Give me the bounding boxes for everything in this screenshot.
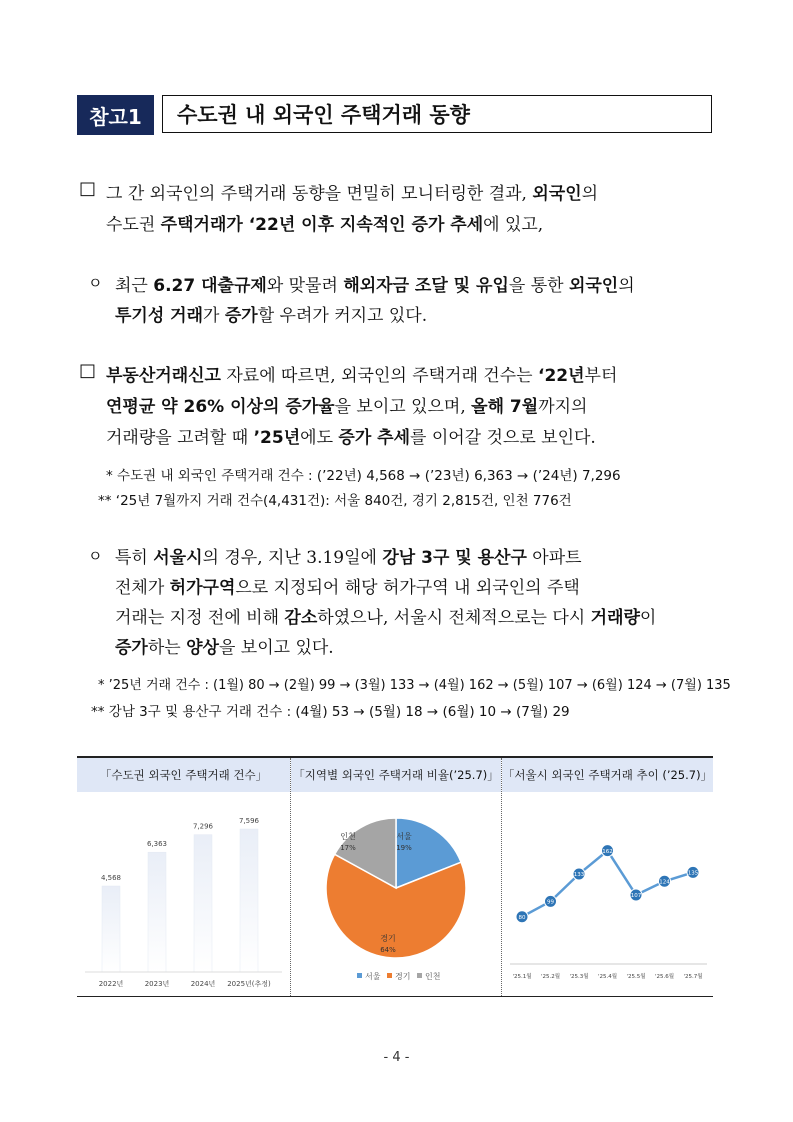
emphasis-text: 증가: [115, 638, 148, 658]
p1-line1: [106, 179, 598, 204]
pie-chart: [291, 792, 501, 996]
tick-label: 2023년: [144, 980, 170, 988]
emphasis-text: 부동산거래신고: [106, 366, 221, 386]
tick-label: '25.3월: [569, 974, 589, 980]
footnote: ** ‘25년 7월까지 거래 건수(4,431건): 서울 840건, 경기 2,815건, 인천 776건: [98, 493, 572, 509]
emphasis-text: 연평균 약 26% 이상의 증가율: [106, 397, 335, 417]
legend-label: 서울: [365, 972, 381, 981]
body-text: 그 간 외국인의 주택거래 동향을 면밀히 모니터링한 결과,: [106, 184, 533, 204]
bar: [102, 886, 120, 972]
slice-label: 19%: [396, 844, 412, 852]
emphasis-text: 서울시: [153, 548, 203, 568]
data-label: 133: [573, 872, 585, 879]
chart-title: 「서울시 외국인 주택거래 추이 (’25.7)」: [502, 758, 713, 792]
p3-line2: [106, 392, 587, 417]
body-text: 수도권: [106, 215, 161, 235]
tick-label: '25.5월: [626, 974, 646, 980]
bar: [148, 852, 166, 972]
footnote: ** 강남 3구 및 용산구 거래 건수 : (4월) 53 → (5월) 18 → (6월) 10 → (7월) 29: [91, 704, 570, 720]
emphasis-text: 감소: [284, 608, 318, 628]
legend-label: 인천: [425, 972, 441, 981]
tick-label: '25.1월: [512, 974, 532, 980]
body-text: 부터: [584, 366, 618, 386]
data-label: 124: [659, 879, 670, 886]
emphasis-text: 양상: [186, 638, 219, 658]
footnote: * ’25년 거래 건수 : (1월) 80 → (2월) 99 → (3월) 133 → (4월) 162 → (5월) 107 → (6월) 124 → (7월) 135: [98, 678, 731, 693]
slice-label: 64%: [380, 946, 396, 954]
body-text: 의: [618, 276, 635, 296]
p2-line1: [115, 271, 635, 296]
body-text: 할 우려가 커지고 있다.: [257, 306, 428, 326]
emphasis-text: 투기성 거래: [115, 306, 204, 326]
body-text: 전체가: [115, 578, 170, 598]
body-text: 을 보이고 있으며,: [334, 397, 472, 417]
p4-line1: [115, 543, 582, 568]
legend-swatch: [417, 973, 422, 978]
tick-label: '25.6월: [654, 974, 675, 980]
body-text: 와 맞물려: [266, 276, 344, 296]
bar: [240, 829, 258, 972]
tick-label: 2025년(추정): [227, 980, 271, 988]
slice-name: 서울: [396, 832, 412, 841]
emphasis-text: 올해 7월: [471, 397, 539, 417]
body-text: 에도: [300, 428, 339, 448]
slice-label: 17%: [340, 844, 356, 852]
tick-label: '25.2월: [540, 974, 561, 980]
legend-swatch: [357, 973, 362, 978]
body-text: 최근: [115, 276, 154, 296]
emphasis-text: 6.27 대출규제: [153, 276, 267, 296]
p1-line2: [106, 210, 543, 235]
figure-panel: [77, 756, 713, 997]
body-text: 하는: [147, 638, 187, 658]
emphasis-text: ‘22년: [537, 366, 585, 386]
emphasis-text: 강남 3구 및 용산구: [382, 548, 527, 568]
tick-label: '25.4월: [597, 974, 618, 980]
line-chart-panel: [502, 758, 713, 996]
body-text: 가: [203, 306, 225, 326]
slice-name: 경기: [380, 934, 396, 943]
square-bullet: □: [79, 178, 97, 199]
body-text: 이: [639, 608, 657, 628]
legend-label: 경기: [395, 972, 411, 981]
data-label: 135: [687, 870, 699, 877]
p2-line2: [115, 301, 427, 326]
body-text: 까지의: [538, 397, 588, 417]
page-number: - 4 -: [383, 1050, 410, 1065]
chart-title: 「수도권 외국인 주택거래 건수」: [77, 758, 290, 792]
chart-title: 「지역별 외국인 주택거래 비율(’25.7)」: [291, 758, 501, 792]
emphasis-text: 허가구역: [169, 578, 236, 598]
data-label: 7,596: [238, 817, 260, 826]
circle-bullet: ㅇ: [88, 547, 103, 565]
emphasis-text: ’25년: [253, 428, 301, 448]
body-text: 특히: [115, 548, 154, 568]
p3-line3: [106, 423, 596, 448]
p4-line3: [115, 603, 656, 628]
emphasis-text: 증가 추세: [338, 428, 410, 448]
body-text: 의 경우, 지난 3.19일에: [202, 548, 383, 568]
bar-chart-panel: [77, 758, 290, 996]
bar-chart: [77, 792, 290, 996]
tick-label: 2024년: [190, 980, 216, 988]
body-text: 으로 지정되어 해당 허가구역 내 외국인의 주택: [235, 578, 580, 598]
data-label: 162: [602, 848, 613, 855]
body-text: 거래량을 고려할 때: [106, 428, 254, 448]
data-label: 107: [630, 893, 642, 900]
tick-label: '25.7월: [683, 974, 703, 980]
footnote: * 수도권 내 외국인 주택거래 건수 : (’22년) 4,568 → (’23년) 6,363 → (’24년) 7,296: [106, 468, 621, 484]
data-label: 80: [518, 914, 526, 921]
slice-name: 인천: [340, 832, 356, 841]
section-title: 수도권 내 외국인 주택거래 동향: [162, 95, 712, 133]
square-bullet: □: [79, 360, 97, 381]
line-chart: [502, 792, 713, 996]
emphasis-text: 외국인: [532, 184, 582, 204]
bar: [194, 835, 212, 972]
body-text: 을 보이고 있다.: [218, 638, 334, 658]
body-text: 을 통한: [508, 276, 569, 296]
p3-line1: [106, 361, 617, 386]
body-text: 거래는 지정 전에 비해: [115, 608, 285, 628]
body-text: 를 이어갈 것으로 보인다.: [410, 428, 596, 448]
body-text: 하였으나, 서울시 전체적으로는 다시: [317, 608, 591, 628]
emphasis-text: 거래량: [590, 608, 640, 628]
body-text: 아파트: [526, 548, 582, 568]
circle-bullet: ㅇ: [88, 274, 103, 292]
body-text: 의: [581, 184, 599, 204]
data-label: 7,296: [192, 822, 214, 831]
data-label: 4,568: [100, 874, 122, 883]
tick-label: 2022년: [98, 980, 124, 988]
data-label: 6,363: [146, 840, 168, 849]
emphasis-text: 증가: [224, 306, 258, 326]
data-label: 99: [547, 899, 554, 906]
emphasis-text: 주택거래가 ‘22년 이후 지속적인 증가 추세: [160, 215, 484, 235]
body-text: 자료에 따르면, 외국인의 주택거래 건수는: [220, 366, 538, 386]
reference-tag: 참고1: [77, 95, 154, 135]
pie-chart-panel: [291, 758, 501, 996]
p4-line2: [115, 573, 580, 598]
p4-line4: [115, 633, 334, 658]
body-text: 에 있고,: [483, 215, 544, 235]
emphasis-text: 외국인: [568, 276, 619, 296]
legend-swatch: [387, 973, 392, 978]
emphasis-text: 해외자금 조달 및 유입: [343, 276, 509, 296]
